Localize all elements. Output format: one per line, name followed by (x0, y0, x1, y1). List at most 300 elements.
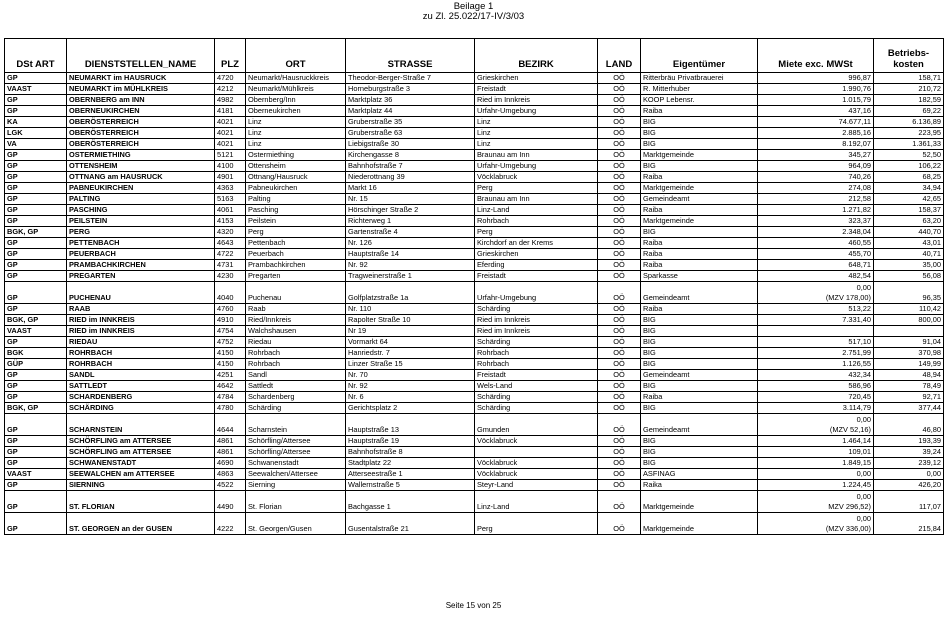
cell-bezirk: Rohrbach (475, 216, 598, 227)
cell-strasse: Markt 16 (346, 183, 475, 194)
cell-strasse: Hauptstraße 19 (346, 436, 475, 447)
cell-dst-art: GP (5, 150, 67, 161)
cell-betriebskosten: 78,49 (874, 381, 944, 392)
miete-value: 1.464,14 (842, 436, 871, 445)
cell-betriebskosten: 223,95 (874, 128, 944, 139)
cell-miete (758, 392, 874, 403)
cell-eigentuemer: R. Mitterhuber (641, 84, 758, 95)
table-row (5, 161, 944, 172)
cell-betriebskosten: 182,59 (874, 95, 944, 106)
cell-plz: 4251 (215, 370, 246, 381)
cell-land: OÖ (598, 304, 641, 315)
cell-strasse: Nr 19 (346, 326, 475, 337)
cell-eigentuemer: BIG (641, 326, 758, 337)
column-header-strasse: STRASSE (346, 39, 475, 73)
cell-strasse: Theodor-Berger-Straße 7 (346, 73, 475, 84)
miete-value: 455,70 (848, 249, 871, 258)
cell-ort: Linz (246, 128, 346, 139)
cell-betriebskosten: 6.136,89 (874, 117, 944, 128)
cell-dienststellen-name: OBERÖSTERREICH (67, 139, 215, 150)
cell-betriebskosten: 46,80 (874, 414, 944, 436)
cell-eigentuemer: Marktgemeinde (641, 491, 758, 513)
cell-betriebskosten: 210,72 (874, 84, 944, 95)
cell-dienststellen-name: SCHARNSTEIN (67, 414, 215, 436)
cell-betriebskosten: 52,50 (874, 150, 944, 161)
cell-plz: 4181 (215, 106, 246, 117)
column-header-eigentuemer: Eigentümer (641, 39, 758, 73)
cell-miete (758, 172, 874, 183)
cell-plz: 4780 (215, 403, 246, 414)
miete-value: 0,00 (856, 469, 871, 478)
cell-strasse: Nr. 92 (346, 381, 475, 392)
table-row (5, 403, 944, 414)
cell-dienststellen-name: SCHARDENBERG (67, 392, 215, 403)
cell-land: OÖ (598, 271, 641, 282)
cell-miete (758, 73, 874, 84)
cell-plz: 4752 (215, 337, 246, 348)
cell-eigentuemer: Raiba (641, 106, 758, 117)
column-header-ort: ORT (246, 39, 346, 73)
cell-ort: Pregarten (246, 271, 346, 282)
cell-eigentuemer: Gemeindeamt (641, 370, 758, 381)
cell-dienststellen-name: SCHÖRFLING am ATTERSEE (67, 436, 215, 447)
cell-bezirk: Linz (475, 117, 598, 128)
cell-ort: Schardenberg (246, 392, 346, 403)
cell-strasse: Hanriedstr. 7 (346, 348, 475, 359)
cell-ort: Perg (246, 227, 346, 238)
table-row (5, 326, 944, 337)
cell-miete (758, 161, 874, 172)
cell-betriebskosten: 110,42 (874, 304, 944, 315)
cell-dst-art: GP (5, 249, 67, 260)
cell-bezirk: Schärding (475, 392, 598, 403)
cell-land: OÖ (598, 392, 641, 403)
cell-ort: Pettenbach (246, 238, 346, 249)
cell-strasse: Nr. 6 (346, 392, 475, 403)
cell-strasse: Bachgasse 1 (346, 491, 475, 513)
table-row (5, 359, 944, 370)
cell-plz: 4212 (215, 84, 246, 95)
table-row (5, 194, 944, 205)
cell-dst-art: GP (5, 106, 67, 117)
cell-plz: 4760 (215, 304, 246, 315)
cell-land: OÖ (598, 194, 641, 205)
cell-miete (758, 381, 874, 392)
cell-land: OÖ (598, 513, 641, 535)
cell-bezirk: Linz (475, 128, 598, 139)
cell-eigentuemer: Raiba (641, 304, 758, 315)
table-row (5, 216, 944, 227)
cell-miete (758, 348, 874, 359)
cell-bezirk: Braunau am Inn (475, 150, 598, 161)
miete-value: 432,34 (848, 370, 871, 379)
cell-betriebskosten: 377,44 (874, 403, 944, 414)
cell-strasse: Wallernstraße 5 (346, 480, 475, 491)
table-row (5, 249, 944, 260)
cell-dst-art: GP (5, 282, 67, 304)
cell-betriebskosten: 56,08 (874, 271, 944, 282)
cell-dst-art: GÜP (5, 359, 67, 370)
cell-betriebskosten: 35,00 (874, 260, 944, 271)
cell-ort: Ottnang/Hausruck (246, 172, 346, 183)
cell-plz: 4720 (215, 73, 246, 84)
cell-betriebskosten (874, 326, 944, 337)
cell-betriebskosten: 215,84 (874, 513, 944, 535)
miete-value: 0,00 (856, 492, 871, 501)
cell-plz: 4784 (215, 392, 246, 403)
cell-dienststellen-name: ST. FLORIAN (67, 491, 215, 513)
cell-bezirk: Rohrbach (475, 348, 598, 359)
cell-land: OÖ (598, 315, 641, 326)
cell-ort: Palting (246, 194, 346, 205)
miete-value: 0,00 (856, 415, 871, 424)
miete-value: 1.126,55 (842, 359, 871, 368)
cell-eigentuemer: Ritterbräu Privatbrauerei (641, 73, 758, 84)
table-row (5, 414, 944, 436)
cell-strasse: Hauptstraße 13 (346, 414, 475, 436)
cell-bezirk: Linz-Land (475, 491, 598, 513)
miete-value: 648,71 (848, 260, 871, 269)
cell-ort: Oberneukirchen (246, 106, 346, 117)
cell-plz: 4230 (215, 271, 246, 282)
cell-miete (758, 216, 874, 227)
cell-dienststellen-name: ROHRBACH (67, 348, 215, 359)
cell-bezirk: Freistadt (475, 271, 598, 282)
cell-dst-art: BGK, GP (5, 227, 67, 238)
cell-land: OÖ (598, 403, 641, 414)
cell-bezirk: Steyr-Land (475, 480, 598, 491)
cell-betriebskosten: 34,94 (874, 183, 944, 194)
miete-value: 482,54 (848, 271, 871, 280)
table-row (5, 282, 944, 304)
cell-ort: Linz (246, 139, 346, 150)
cell-plz: 4861 (215, 436, 246, 447)
cell-strasse: Richterweg 1 (346, 216, 475, 227)
cell-miete (758, 150, 874, 161)
cell-miete (758, 304, 874, 315)
column-header-dst-art: DSt ART (5, 39, 67, 73)
cell-eigentuemer: BIG (641, 337, 758, 348)
cell-bezirk: Schärding (475, 403, 598, 414)
cell-strasse: Niederottnang 39 (346, 172, 475, 183)
cell-eigentuemer: Marktgemeinde (641, 216, 758, 227)
cell-bezirk: Kirchdorf an der Krems (475, 238, 598, 249)
cell-eigentuemer: BIG (641, 128, 758, 139)
cell-dst-art: BGK, GP (5, 403, 67, 414)
table-row (5, 205, 944, 216)
cell-plz: 4021 (215, 128, 246, 139)
cell-miete (758, 249, 874, 260)
cell-land: OÖ (598, 106, 641, 117)
cell-land: OÖ (598, 238, 641, 249)
cell-eigentuemer: BIG (641, 348, 758, 359)
table-row (5, 150, 944, 161)
cell-eigentuemer: BIG (641, 403, 758, 414)
cell-dienststellen-name: RIED im INNKREIS (67, 326, 215, 337)
cell-bezirk: Linz-Land (475, 205, 598, 216)
cell-dienststellen-name: OBERÖSTERREICH (67, 117, 215, 128)
cell-ort: Puchenau (246, 282, 346, 304)
cell-eigentuemer: Raiba (641, 205, 758, 216)
miete-value: 0,00 (856, 283, 871, 292)
cell-dst-art: GP (5, 381, 67, 392)
cell-strasse: Liebigstraße 30 (346, 139, 475, 150)
cell-land: OÖ (598, 84, 641, 95)
cell-ort: Pabneukirchen (246, 183, 346, 194)
cell-dst-art: GP (5, 447, 67, 458)
cell-bezirk: Freistadt (475, 370, 598, 381)
cell-strasse: Hauptstraße 14 (346, 249, 475, 260)
miete-value: 740,26 (848, 172, 871, 181)
cell-eigentuemer: Gemeindeamt (641, 282, 758, 304)
table-row (5, 436, 944, 447)
cell-strasse: Gartenstraße 4 (346, 227, 475, 238)
cell-land: OÖ (598, 337, 641, 348)
cell-dst-art: VAAST (5, 469, 67, 480)
cell-plz: 4490 (215, 491, 246, 513)
cell-strasse: Gusentalstraße 21 (346, 513, 475, 535)
cell-dst-art: GP (5, 161, 67, 172)
cell-bezirk: Braunau am Inn (475, 194, 598, 205)
cell-eigentuemer: Gemeindeamt (641, 414, 758, 436)
cell-land: OÖ (598, 348, 641, 359)
cell-betriebskosten: 48,94 (874, 370, 944, 381)
cell-ort: Peuerbach (246, 249, 346, 260)
cell-bezirk: Linz (475, 139, 598, 150)
cell-dienststellen-name: PEILSTEIN (67, 216, 215, 227)
cell-bezirk: Urfahr-Umgebung (475, 282, 598, 304)
cell-betriebskosten: 239,12 (874, 458, 944, 469)
table-row (5, 139, 944, 150)
cell-land: OÖ (598, 205, 641, 216)
cell-dienststellen-name: PETTENBACH (67, 238, 215, 249)
cell-ort: Obernberg/Inn (246, 95, 346, 106)
cell-dienststellen-name: PASCHING (67, 205, 215, 216)
cell-dienststellen-name: PREGARTEN (67, 271, 215, 282)
cell-bezirk: Wels-Land (475, 381, 598, 392)
cell-dst-art: GP (5, 491, 67, 513)
table-row (5, 95, 944, 106)
cell-dienststellen-name: OTTNANG am HAUSRUCK (67, 172, 215, 183)
cell-land: OÖ (598, 139, 641, 150)
cell-miete (758, 359, 874, 370)
cell-betriebskosten: 69,22 (874, 106, 944, 117)
miete-value: 517,10 (848, 337, 871, 346)
cell-strasse: Kirchengasse 8 (346, 150, 475, 161)
cell-miete (758, 337, 874, 348)
table-row (5, 381, 944, 392)
cell-plz: 4061 (215, 205, 246, 216)
cell-strasse: Nr. 126 (346, 238, 475, 249)
cell-strasse: Linzer Straße 15 (346, 359, 475, 370)
cell-land: OÖ (598, 414, 641, 436)
column-header-name: DIENSTSTELLEN_NAME (67, 39, 215, 73)
cell-betriebskosten: 92,71 (874, 392, 944, 403)
cell-ort: Ottensheim (246, 161, 346, 172)
cell-betriebskosten: 63,20 (874, 216, 944, 227)
cell-miete (758, 469, 874, 480)
cell-eigentuemer: BIG (641, 436, 758, 447)
cell-dst-art: GP (5, 95, 67, 106)
cell-ort: Sattledt (246, 381, 346, 392)
cell-ort: Sierning (246, 480, 346, 491)
cell-bezirk: Ried im Innkreis (475, 326, 598, 337)
cell-land: OÖ (598, 447, 641, 458)
cell-dienststellen-name: SCHÖRFLING am ATTERSEE (67, 447, 215, 458)
cell-bezirk: Ried im Innkreis (475, 95, 598, 106)
cell-land: OÖ (598, 326, 641, 337)
cell-land: OÖ (598, 150, 641, 161)
cell-ort: Raab (246, 304, 346, 315)
cell-ort: Ostermiething (246, 150, 346, 161)
cell-dst-art: GP (5, 73, 67, 84)
cell-dienststellen-name: NEUMARKT im HAUSRUCK (67, 73, 215, 84)
cell-betriebskosten: 96,35 (874, 282, 944, 304)
cell-miete (758, 436, 874, 447)
cell-dienststellen-name: SEEWALCHEN am ATTERSEE (67, 469, 215, 480)
cell-betriebskosten: 91,04 (874, 337, 944, 348)
miete-value: 0,00 (856, 514, 871, 523)
miete-value: 437,16 (848, 106, 871, 115)
miete-value: 1.990,76 (842, 84, 871, 93)
cell-land: OÖ (598, 469, 641, 480)
miete-mzv-note: (MZV 52,16) (829, 425, 871, 434)
cell-bezirk: Perg (475, 513, 598, 535)
cell-bezirk (475, 447, 598, 458)
cell-dienststellen-name: OBERNEUKIRCHEN (67, 106, 215, 117)
betriebskosten-line2: kosten (893, 59, 924, 70)
cell-miete (758, 447, 874, 458)
cell-dst-art: VAAST (5, 326, 67, 337)
cell-strasse: Marktplatz 44 (346, 106, 475, 117)
cell-ort: St. Florian (246, 491, 346, 513)
cell-dienststellen-name: RIED im INNKREIS (67, 315, 215, 326)
cell-betriebskosten: 440,70 (874, 227, 944, 238)
cell-dst-art: GP (5, 238, 67, 249)
cell-eigentuemer: Raiba (641, 238, 758, 249)
cell-land: OÖ (598, 260, 641, 271)
cell-plz: 4861 (215, 447, 246, 458)
cell-land: OÖ (598, 458, 641, 469)
cell-eigentuemer: Raika (641, 480, 758, 491)
cell-dienststellen-name: SATTLEDT (67, 381, 215, 392)
cell-betriebskosten: 43,01 (874, 238, 944, 249)
table-row (5, 260, 944, 271)
cell-miete (758, 183, 874, 194)
cell-ort: Rohrbach (246, 348, 346, 359)
miete-value: 1.271,82 (842, 205, 871, 214)
cell-ort: Neumarkt/Hausruckkreis (246, 73, 346, 84)
cell-bezirk: Schärding (475, 337, 598, 348)
cell-miete (758, 513, 874, 535)
cell-dst-art: GP (5, 205, 67, 216)
cell-ort: Scharnstein (246, 414, 346, 436)
cell-plz: 4150 (215, 348, 246, 359)
cell-betriebskosten: 149,99 (874, 359, 944, 370)
miete-mzv-note: MZV 296,52) (828, 502, 871, 511)
cell-land: OÖ (598, 73, 641, 84)
cell-dst-art: GP (5, 337, 67, 348)
cell-bezirk: Freistadt (475, 84, 598, 95)
table-row (5, 73, 944, 84)
cell-land: OÖ (598, 183, 641, 194)
cell-dienststellen-name: RIEDAU (67, 337, 215, 348)
miete-value: 109,01 (848, 447, 871, 456)
cell-dienststellen-name: OSTERMIETHING (67, 150, 215, 161)
cell-plz: 4021 (215, 117, 246, 128)
cell-miete (758, 271, 874, 282)
cell-strasse: Golfplatzstraße 1a (346, 282, 475, 304)
cell-strasse: Gruberstraße 35 (346, 117, 475, 128)
cell-ort: Rohrbach (246, 359, 346, 370)
cell-dst-art: GP (5, 370, 67, 381)
cell-dienststellen-name: SANDL (67, 370, 215, 381)
miete-value: 7.331,40 (842, 315, 871, 324)
cell-eigentuemer: BIG (641, 458, 758, 469)
cell-dienststellen-name: SCHWANENSTADT (67, 458, 215, 469)
cell-eigentuemer: Raiba (641, 172, 758, 183)
cell-dst-art: LGK (5, 128, 67, 139)
miete-value: 2.751,99 (842, 348, 871, 357)
cell-eigentuemer: Raiba (641, 260, 758, 271)
cell-dienststellen-name: PEUERBACH (67, 249, 215, 260)
cell-bezirk: Ried im Innkreis (475, 315, 598, 326)
cell-land: OÖ (598, 95, 641, 106)
cell-land: OÖ (598, 227, 641, 238)
cell-bezirk: Eferding (475, 260, 598, 271)
cell-plz: 4690 (215, 458, 246, 469)
cell-dst-art: GP (5, 458, 67, 469)
table-row (5, 238, 944, 249)
cell-miete (758, 227, 874, 238)
cell-eigentuemer: ASFINAG (641, 469, 758, 480)
cell-ort: Pasching (246, 205, 346, 216)
cell-ort: Schärding (246, 403, 346, 414)
cell-ort: Schörfling/Attersee (246, 447, 346, 458)
cell-land: OÖ (598, 216, 641, 227)
cell-dst-art: GP (5, 436, 67, 447)
cell-dienststellen-name: PERG (67, 227, 215, 238)
cell-dst-art: GP (5, 414, 67, 436)
cell-bezirk: Grieskirchen (475, 249, 598, 260)
cell-bezirk: Rohrbach (475, 359, 598, 370)
cell-plz: 4754 (215, 326, 246, 337)
document-title: Beilage 1 (453, 1, 494, 12)
cell-dienststellen-name: NEUMARKT im MÜHLKREIS (67, 84, 215, 95)
cell-strasse: Marktplatz 36 (346, 95, 475, 106)
cell-plz: 4722 (215, 249, 246, 260)
cell-miete (758, 480, 874, 491)
betriebskosten-line1: Betriebs- (887, 48, 930, 59)
cell-land: OÖ (598, 161, 641, 172)
cell-plz: 4644 (215, 414, 246, 436)
cell-strasse: Tragweinerstraße 1 (346, 271, 475, 282)
miete-value: 323,37 (848, 216, 871, 225)
cell-land: OÖ (598, 172, 641, 183)
cell-betriebskosten: 0,00 (874, 469, 944, 480)
cell-eigentuemer: BIG (641, 381, 758, 392)
cell-miete (758, 139, 874, 150)
miete-value: 2.885,16 (842, 128, 871, 137)
cell-plz: 4642 (215, 381, 246, 392)
cell-bezirk: Vöcklabruck (475, 458, 598, 469)
cell-betriebskosten: 39,24 (874, 447, 944, 458)
office-rent-table (4, 38, 944, 535)
cell-dienststellen-name: RAAB (67, 304, 215, 315)
column-header-miete: Miete exc. MWSt (758, 39, 874, 73)
cell-land: OÖ (598, 282, 641, 304)
cell-ort: Peilstein (246, 216, 346, 227)
